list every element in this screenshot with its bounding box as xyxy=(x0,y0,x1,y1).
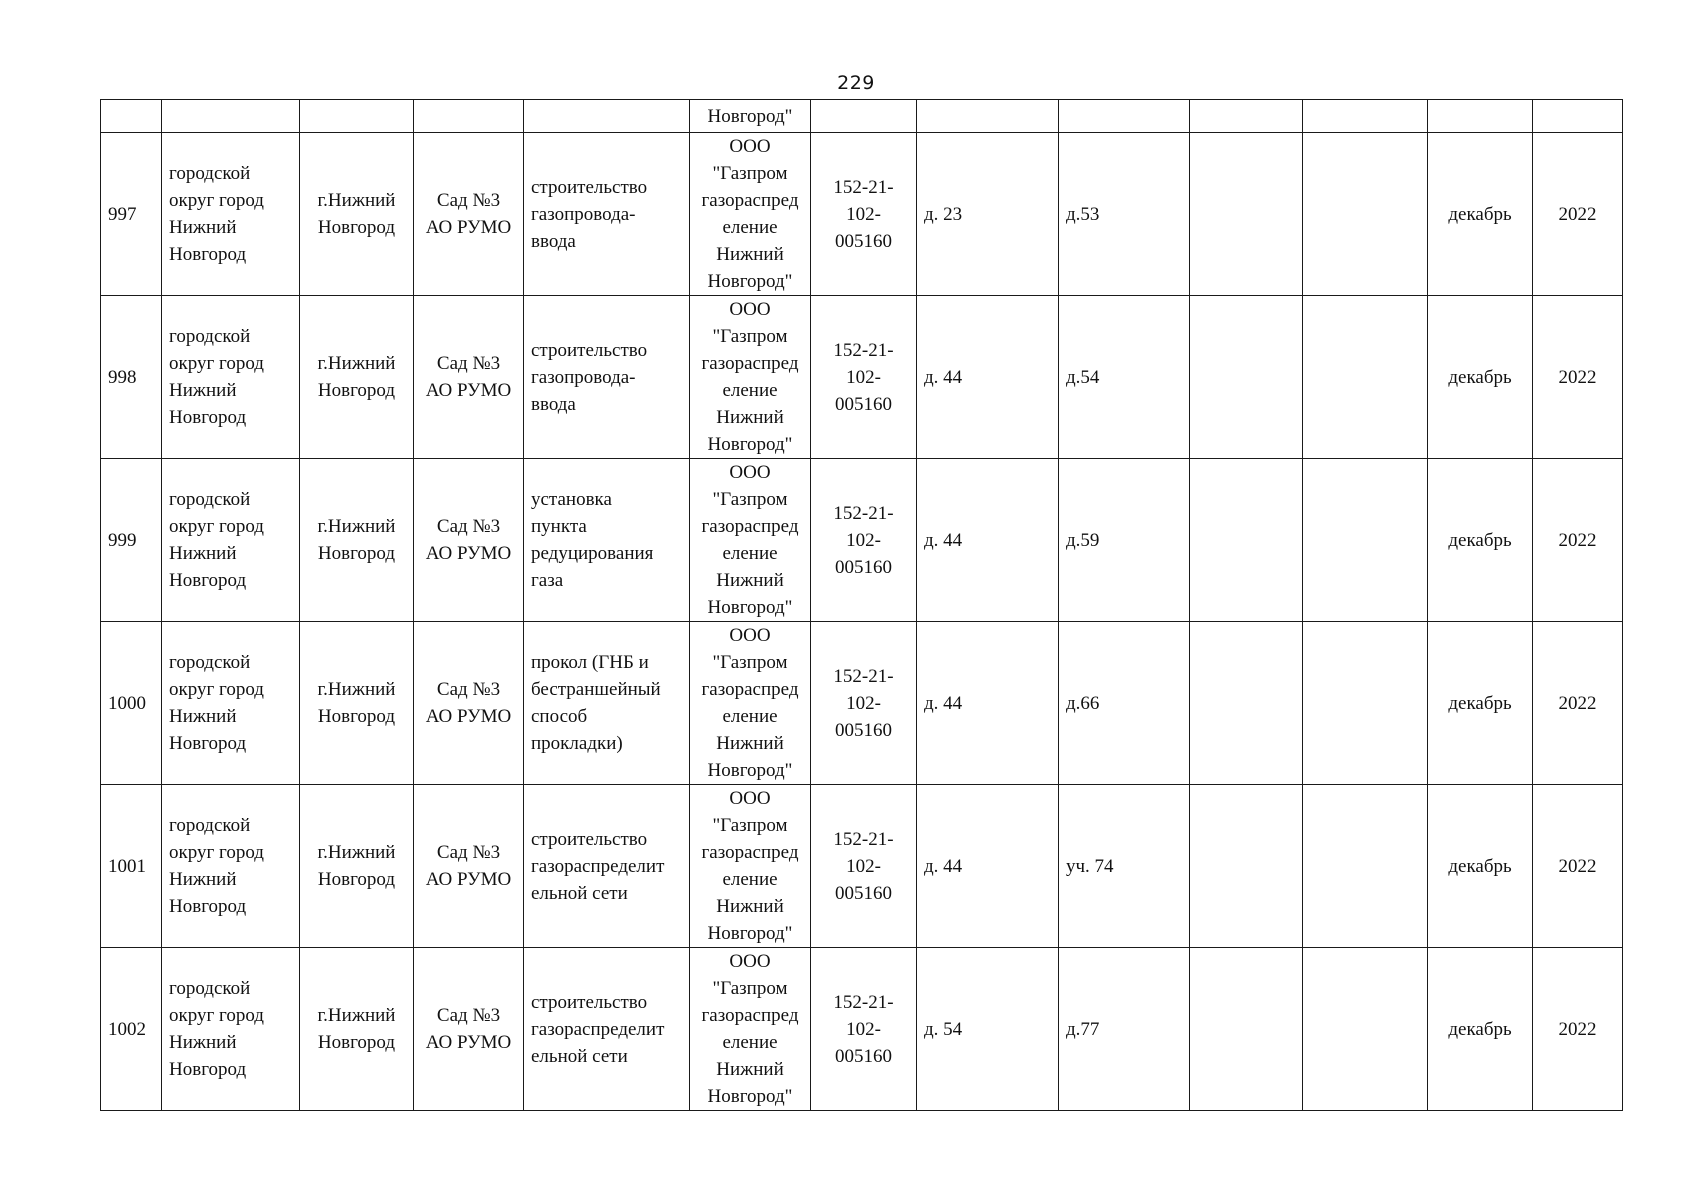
cell-municipality: городской округ город Нижний Новгород xyxy=(169,652,264,754)
cell-work: установка пункта редуцирования газа xyxy=(531,489,654,591)
cell-addr-from: д. 44 xyxy=(924,692,963,714)
cell-month xyxy=(1428,100,1533,133)
cell-city: г.Нижний Новгород xyxy=(317,1005,396,1053)
page-number: 229 xyxy=(837,72,875,94)
cell-owner: ООО "Газпром газораспред еление Нижний Новгород" xyxy=(701,788,799,944)
cell-owner: ООО "Газпром газораспред еление Нижний Новгород" xyxy=(701,951,799,1107)
cell-municipality: городской округ город Нижний Новгород xyxy=(169,163,264,265)
cell-year: 2022 xyxy=(1558,1018,1597,1040)
table-row xyxy=(101,459,1623,622)
cell-site: Сад №3 АО РУМО xyxy=(425,679,512,727)
cell-work: строительство газораспределит ельной сети xyxy=(531,991,665,1067)
cell-city: г.Нижний Новгород xyxy=(317,516,396,564)
cell-addr-from: д. 44 xyxy=(924,855,963,877)
cell-code xyxy=(811,100,917,133)
cell-code: 152-21- 102- 005160 xyxy=(833,176,894,252)
cell-num: 998 xyxy=(101,296,162,459)
cell-municipality: городской округ город Нижний Новгород xyxy=(169,815,264,917)
cell-site: Сад №3 АО РУМО xyxy=(425,190,512,238)
cell-work: прокол (ГНБ и бестраншейный способ прокладки) xyxy=(531,652,661,754)
cell-addr-to: уч. 74 xyxy=(1066,855,1114,877)
cell-code: 152-21- 102- 005160 xyxy=(833,828,894,904)
cell-addr-from xyxy=(917,100,1059,133)
cell-month: декабрь xyxy=(1448,1018,1512,1040)
cell-num: 1000 xyxy=(101,622,162,785)
cell-year: 2022 xyxy=(1558,529,1597,551)
cell-city: г.Нижний Новгород xyxy=(317,842,396,890)
continuation-row xyxy=(101,100,1623,133)
cell-code: 152-21- 102- 005160 xyxy=(833,991,894,1067)
cell-owner: ООО "Газпром газораспред еление Нижний Новгород" xyxy=(701,625,799,781)
cell-municipality: городской округ город Нижний Новгород xyxy=(169,489,264,591)
cell-addr-from: д. 54 xyxy=(924,1018,963,1040)
cell-year: 2022 xyxy=(1558,366,1597,388)
cell-addr-to: д.53 xyxy=(1066,203,1100,225)
cell-work: строительство газопровода- ввода xyxy=(531,339,648,415)
cell-month: декабрь xyxy=(1448,366,1512,388)
cell-month: декабрь xyxy=(1448,855,1512,877)
cell-addr-from: д. 44 xyxy=(924,366,963,388)
table-row xyxy=(101,622,1623,785)
cell-year: 2022 xyxy=(1558,855,1597,877)
cell-owner: ООО "Газпром газораспред еление Нижний Новгород" xyxy=(701,136,799,292)
cell-city: г.Нижний Новгород xyxy=(317,353,396,401)
cell-owner: ООО "Газпром газораспред еление Нижний Новгород" xyxy=(701,462,799,618)
cell-year: 2022 xyxy=(1558,692,1597,714)
cell-addr-to: д.59 xyxy=(1066,529,1100,551)
table-row xyxy=(101,133,1623,296)
cell-addr-from: д. 44 xyxy=(924,529,963,551)
cell-addr-to: д.66 xyxy=(1066,692,1100,714)
cell-site: Сад №3 АО РУМО xyxy=(425,353,512,401)
cell-num xyxy=(101,100,162,133)
cell-addr-to xyxy=(1059,100,1190,133)
cell-year xyxy=(1533,100,1623,133)
cell-addr-to: д.77 xyxy=(1066,1018,1100,1040)
cell-municipality xyxy=(162,100,300,133)
cell-work: строительство газораспределит ельной сети xyxy=(531,828,665,904)
cell-code: 152-21- 102- 005160 xyxy=(833,502,894,578)
cell-num: 1002 xyxy=(101,948,162,1111)
cell-work xyxy=(524,100,690,133)
cell-col11 xyxy=(1303,100,1428,133)
cell-site: Сад №3 АО РУМО xyxy=(425,842,512,890)
cell-num: 999 xyxy=(101,459,162,622)
cell-work: строительство газопровода- ввода xyxy=(531,176,648,252)
table-row xyxy=(101,948,1623,1111)
cell-site xyxy=(414,100,524,133)
cell-city xyxy=(300,100,414,133)
cell-month: декабрь xyxy=(1448,692,1512,714)
cell-city: г.Нижний Новгород xyxy=(317,679,396,727)
cell-month: декабрь xyxy=(1448,203,1512,225)
cell-addr-from: д. 23 xyxy=(924,203,963,225)
cell-site: Сад №3 АО РУМО xyxy=(425,1005,512,1053)
cell-num: 1001 xyxy=(101,785,162,948)
cell-municipality: городской округ город Нижний Новгород xyxy=(169,326,264,428)
cell-num: 997 xyxy=(101,133,162,296)
table-row xyxy=(101,296,1623,459)
table-row xyxy=(101,785,1623,948)
cell-owner: ООО "Газпром газораспред еление Нижний Новгород" xyxy=(701,299,799,455)
register-table xyxy=(100,99,1623,1111)
cell-municipality: городской округ город Нижний Новгород xyxy=(169,978,264,1080)
cell-col10 xyxy=(1190,100,1303,133)
cell-site: Сад №3 АО РУМО xyxy=(425,516,512,564)
cell-city: г.Нижний Новгород xyxy=(317,190,396,238)
cell-owner: Новгород" xyxy=(690,100,811,133)
cell-code: 152-21- 102- 005160 xyxy=(833,339,894,415)
cell-month: декабрь xyxy=(1448,529,1512,551)
cell-code: 152-21- 102- 005160 xyxy=(833,665,894,741)
cell-addr-to: д.54 xyxy=(1066,366,1100,388)
cell-year: 2022 xyxy=(1558,203,1597,225)
